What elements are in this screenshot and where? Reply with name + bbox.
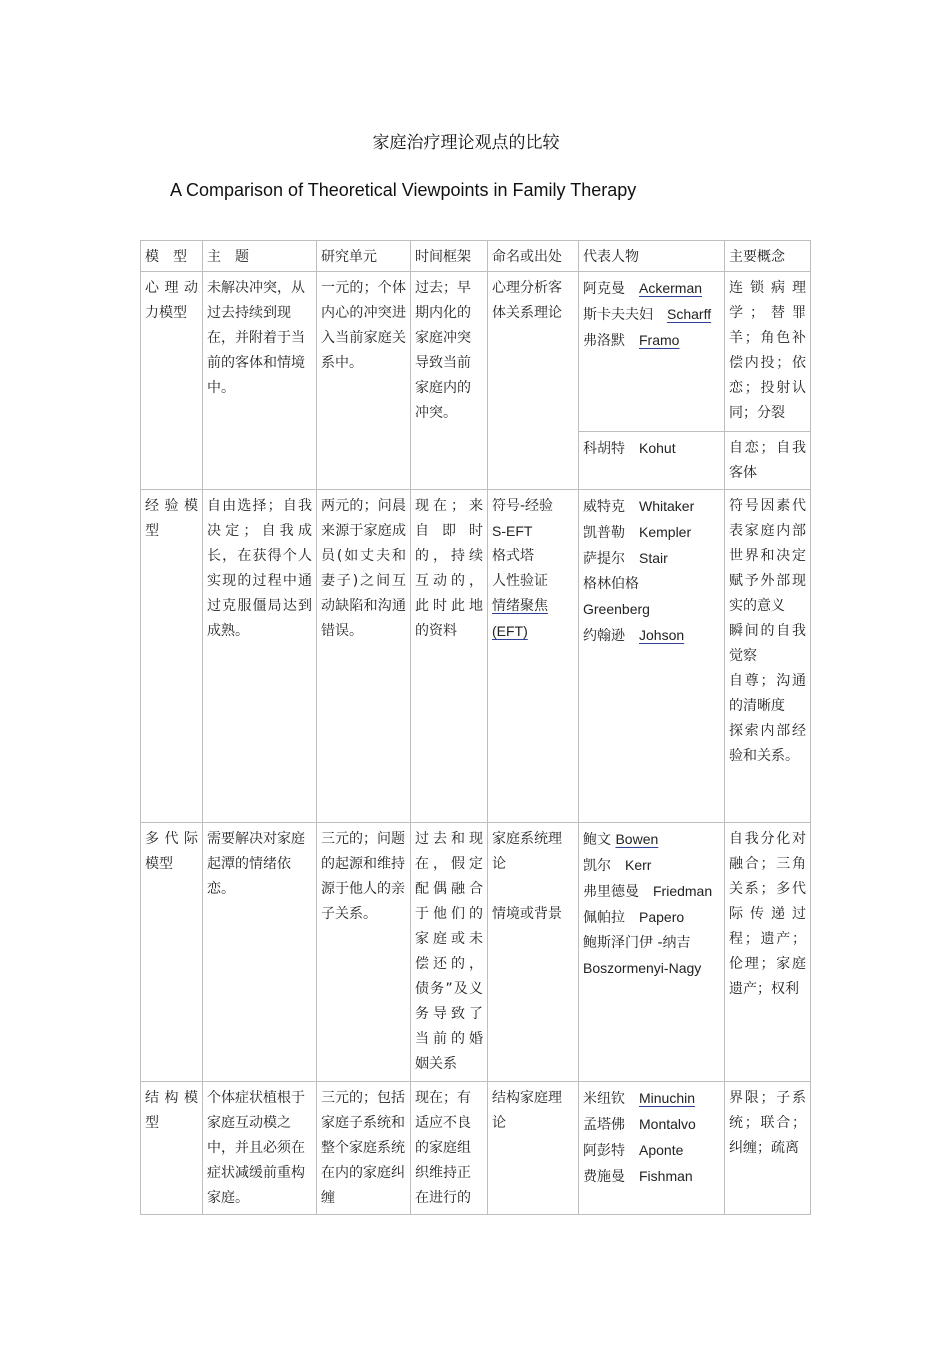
person-link[interactable]: Johson xyxy=(639,627,685,643)
header-row xyxy=(141,241,811,272)
cell-unit: 两元的；问晨来源于家庭成员(如丈夫和妻子)之间互动缺陷和沟通错误。 xyxy=(317,490,411,823)
cell-time: 过去和现在，假定配偶融合于他们的家庭或未偿还的，债务”及义务导致了当前的婚姻关系 xyxy=(411,823,488,1082)
table-row-experiential xyxy=(141,490,811,823)
header-concepts: 主要概念 xyxy=(725,241,811,272)
cell-unit: 三元的；包括家庭子系统和整个家庭系统在内的家庭纠缠 xyxy=(317,1082,411,1215)
title-english: A Comparison of Theoretical Viewpoints in Family Therapy xyxy=(170,180,637,200)
cell-concepts: 界限；子系统；联合；纠缠；疏离 xyxy=(725,1082,811,1215)
cell-people: 米纽钦 Minuchin 孟塔佛 Montalvo 阿彭特 Aponte 费施曼 Fishman xyxy=(579,1082,725,1215)
cell-people: 科胡特 Kohut xyxy=(579,432,725,490)
cell-people: 鲍文 Bowen 凯尔 Kerr 弗里德曼 Friedman 佩帕拉 Papero 鲍斯泽门伊 -纳吉 Boszormenyi-Nagy xyxy=(579,823,725,1082)
header-unit: 研究单元 xyxy=(317,241,411,272)
table-row-psychodynamic xyxy=(141,272,811,432)
person-link[interactable]: Scharff xyxy=(667,306,712,322)
table-row-multigenerational xyxy=(141,823,811,1082)
origin-link[interactable]: (EFT) xyxy=(492,623,528,639)
cell-origin: 家庭系统理论 情境或背景 xyxy=(488,823,579,1082)
cell-unit: 三元的；问题的起源和维持源于他人的亲子关系。 xyxy=(317,823,411,1082)
header-time: 时间框架 xyxy=(411,241,488,272)
comparison-table xyxy=(140,240,811,1215)
cell-model: 结构模型 xyxy=(141,1082,203,1215)
table-row-structural xyxy=(141,1082,811,1215)
person-link[interactable]: Ackerman xyxy=(639,280,703,296)
cell-theme: 需要解决对家庭起潭的情绪依恋。 xyxy=(203,823,317,1082)
person-link[interactable]: Minuchin xyxy=(639,1090,696,1106)
cell-origin: 结构家庭理论 xyxy=(488,1082,579,1215)
cell-origin: 心理分析客体关系理论 xyxy=(488,272,579,490)
cell-concepts: 自我分化对融合；三角关系；多代际传递过程；遗产；伦理；家庭遗产；权利 xyxy=(725,823,811,1082)
cell-model: 心理动力模型 xyxy=(141,272,203,490)
cell-concepts: 自恋；自我客体 xyxy=(725,432,811,490)
header-theme: 主 题 xyxy=(203,241,317,272)
cell-time: 过去；早期内化的家庭冲突导致当前家庭内的冲突。 xyxy=(411,272,488,490)
cell-model: 经验模型 xyxy=(141,490,203,823)
cell-theme: 个体症状植根于家庭互动模之中，并且必须在症状减缓前重构家庭。 xyxy=(203,1082,317,1215)
header-origin: 命名或出处 xyxy=(488,241,579,272)
cell-people xyxy=(579,272,725,432)
cell-theme: 未解决冲突，从过去持续到现在，并附着于当前的客体和情境中。 xyxy=(203,272,317,490)
cell-concepts: 连锁病理学；替罪羊；角色补偿内投；依恋；投射认同；分裂 xyxy=(725,272,811,432)
cell-origin: 符号-经验 S-EFT 格式塔 人性验证 情绪聚焦 (EFT) xyxy=(488,490,579,823)
cell-concepts: 符号因素代表家庭内部世界和决定赋予外部现实的意义 瞬间的自我觉察 自尊；沟通的清晰度 探索内部经验和关系。 xyxy=(725,490,811,823)
cell-model: 多代际模型 xyxy=(141,823,203,1082)
cell-people: 威特克 Whitaker 凯普勒 Kempler 萨提尔 Stair 格林伯格 Greenberg 约翰逊 Johson xyxy=(579,490,725,823)
person: 斯卡夫夫妇 Scharff xyxy=(583,306,712,323)
header-people: 代表人物 xyxy=(579,241,725,272)
cell-time: 现在；来自即时的，持续互动的，此时此地的资料 xyxy=(411,490,488,823)
person-link[interactable]: Bowen xyxy=(615,831,659,847)
title-chinese: 家庭治疗理论观点的比较 xyxy=(372,133,560,153)
person: 弗洛默 Framo xyxy=(583,332,680,349)
cell-theme: 自由选择；自我决定；自我成长，在获得个人实现的过程中通过克服僵局达到成熟。 xyxy=(203,490,317,823)
origin-link[interactable]: 情绪聚焦 xyxy=(492,598,548,614)
cell-time: 现在；有适应不良的家庭组织维持正在进行的 xyxy=(411,1082,488,1215)
cell-unit: 一元的；个体内心的冲突进入当前家庭关系中。 xyxy=(317,272,411,490)
header-model: 模 型 xyxy=(141,241,203,272)
person: 阿克曼 Ackerman xyxy=(583,280,703,297)
person-link[interactable]: Framo xyxy=(639,332,680,348)
